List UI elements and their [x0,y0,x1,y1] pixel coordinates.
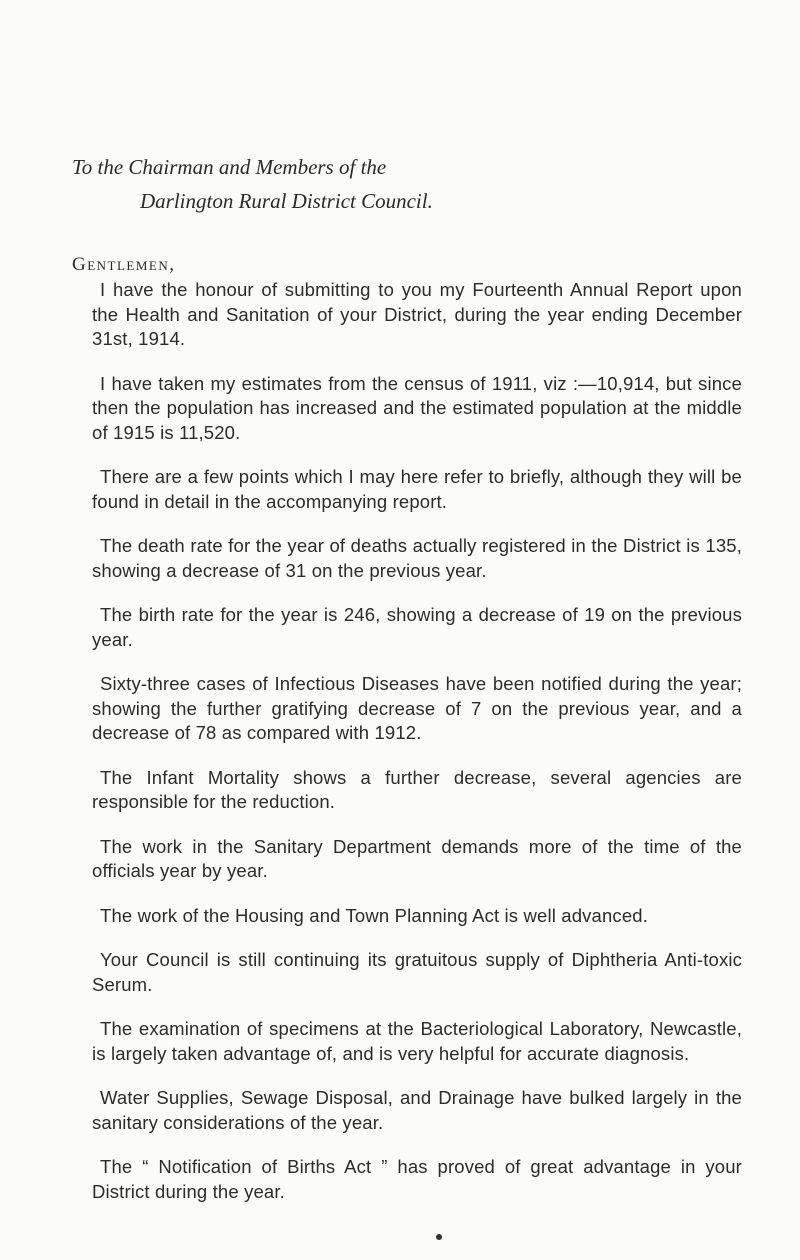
paragraph-bacteriological-laboratory: The examination of specimens at the Bacteriological Laboratory, Newcastle, is largely taken advantage of, and is very helpful for accurate diagnosis. [92,1018,742,1064]
paragraph-water-sewage-drainage: Water Supplies, Sewage Disposal, and Drainage have bulked largely in the sanitary considerations of the year. [92,1087,742,1133]
salutation: Gentlemen, [72,254,176,275]
paragraph-housing-act: The work of the Housing and Town Planning Act is well advanced. [100,904,648,926]
paragraph-report-intro: I have the honour of submitting to you my Fourteenth Annual Report upon the Health and Sanitation of your District, during the year ending December 31st, 1914. [92,279,742,349]
paragraph-infant-mortality: The Infant Mortality shows a further decrease, several agencies are responsible for the reduction. [92,766,742,812]
paragraph-points-overview: There are a few points which I may here refer to briefly, although they will be found in detail in the accompanying report. [92,466,742,512]
paragraph-death-rate: The death rate for the year of deaths actually registered in the District is 135, showing a decrease of 31 on the previous year. [92,535,742,581]
addressee-block [72,150,433,218]
addressee-line-2: Darlington Rural District Council. [140,189,433,213]
paragraph-infectious-diseases: Sixty-three cases of Infectious Diseases have been notified during the year; showing the further gratifying decrease of 7 on the previous year, and a decrease of 78 as compared with 1912. [92,673,742,743]
paragraph-diphtheria-serum: Your Council is still continuing its gratuitous supply of Diphtheria Anti-toxic Serum. [92,949,742,995]
paragraph-sanitary-department: The work in the Sanitary Department demands more of the time of the officials year by year. [92,835,742,881]
page-mark-dot [436,1234,442,1240]
paragraph-notification-of-births: The “ Notification of Births Act ” has proved of great advantage in your District during the year. [92,1156,742,1202]
paragraph-birth-rate: The birth rate for the year is 246, showing a decrease of 19 on the previous year. [92,604,742,650]
paragraph-population-estimate: I have taken my estimates from the census of 1911, viz :—10,914, but since then the population has increased and the estimated population at the middle of 1915 is 11,520. [92,372,742,443]
addressee-line-1: To the Chairman and Members of the [72,155,387,179]
letter-body [92,278,742,1224]
